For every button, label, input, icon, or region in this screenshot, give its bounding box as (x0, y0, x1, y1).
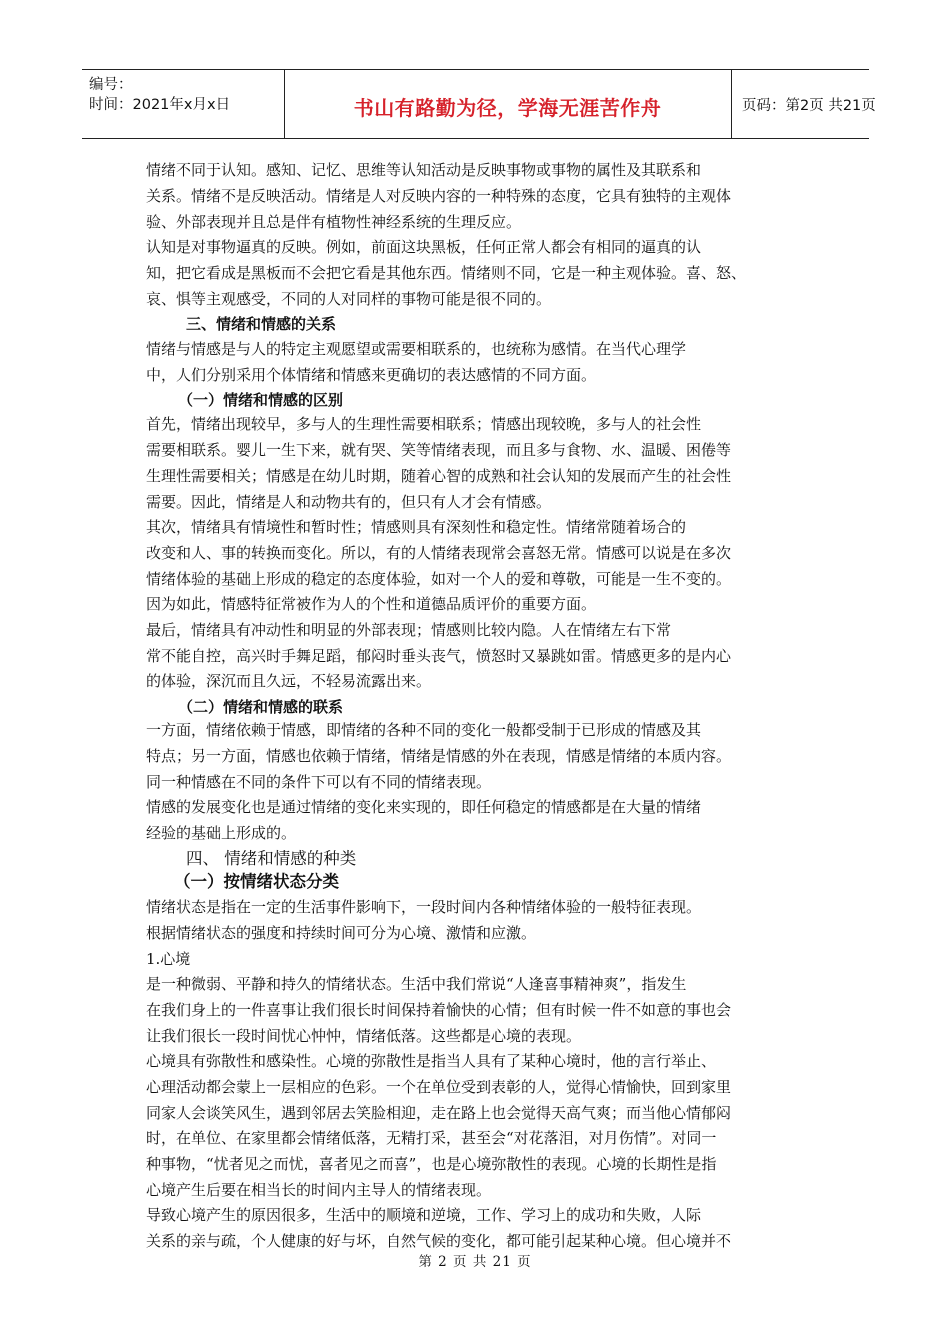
paragraph-line: 关系。情绪不是反映活动。情绪是人对反映内容的一种特殊的态度，它具有独特的主观体 (146, 187, 732, 205)
paragraph-line: 常不能自控，高兴时手舞足蹈，郁闷时垂头丧气，愤怒时又暴跳如雷。情感更多的是内心 (146, 647, 732, 665)
document-number: 编号： (89, 77, 133, 93)
paragraph-line: 同家人会谈笑风生，遇到邻居去笑脸相迎，走在路上也会觉得天高气爽；而当他心情郁闷 (146, 1104, 732, 1122)
header-page-cell (732, 70, 876, 138)
paragraph-line: 认知是对事物逼真的反映。例如，前面这块黑板，任何正常人都会有相同的逼真的认 (146, 238, 702, 256)
paragraph-line: 心境产生后要在相当长的时间内主导人的情绪表现。 (146, 1181, 492, 1199)
paragraph-line: 情绪与情感是与人的特定主观愿望或需要相联系的，也统称为感情。在当代心理学 (146, 340, 687, 358)
page-header (82, 69, 876, 139)
paragraph-line: 需要相联系。婴儿一生下来，就有哭、笑等情绪表现，而且多与食物、水、温暖、困倦等 (146, 441, 732, 459)
paragraph-line: 根据情绪状态的强度和持续时间可分为心境、激情和应激。 (146, 924, 537, 942)
header-motto-cell (284, 70, 732, 138)
paragraph-line: 知，把它看成是黑板而不会把它看是其他东西。情绪则不同，它是一种主观体验。喜、怒、 (146, 264, 747, 282)
paragraph-line: 中，人们分别采用个体情绪和情感来更确切的表达感情的不同方面。 (146, 366, 597, 384)
paragraph-line: 生理性需要相关；情感是在幼儿时期，随着心智的成熟和社会认知的发展而产生的社会性 (146, 467, 732, 485)
section-heading: 四、 情绪和情感的种类 (186, 849, 357, 868)
paragraph-line: 关系的亲与疏，个人健康的好与坏，自然气候的变化，都可能引起某种心境。但心境并不 (146, 1232, 732, 1250)
paragraph-line: 在我们身上的一件喜事让我们很长时间保持着愉快的心情；但有时候一件不如意的事也会 (146, 1001, 732, 1019)
paragraph-line: 种事物，“忧者见之而忧，喜者见之而喜”，也是心境弥散性的表现。心境的长期性是指 (146, 1155, 717, 1173)
page-indicator: 页码：第2页 共21页 (742, 98, 876, 114)
paragraph-line: 的体验，深沉而且久远，不轻易流露出来。 (146, 672, 432, 690)
document-date: 时间：2021年x月x日 (89, 97, 231, 113)
paragraph-line: 心境具有弥散性和感染性。心境的弥散性是指当人具有了某种心境时，他的言行举止、 (146, 1052, 717, 1070)
paragraph-line: 同一种情感在不同的条件下可以有不同的情绪表现。 (146, 773, 492, 791)
paragraph-line: 导致心境产生的原因很多，生活中的顺境和逆境，工作、学习上的成功和失败，人际 (146, 1206, 702, 1224)
paragraph-line: 让我们很长一段时间忧心忡忡，情绪低落。这些都是心境的表现。 (146, 1027, 582, 1045)
paragraph-line: 最后，情绪具有冲动性和明显的外部表现；情感则比较内隐。人在情绪左右下常 (146, 621, 672, 639)
paragraph-line: 时，在单位、在家里都会情绪低落，无精打采，甚至会“对花落泪，对月伤情”。对同一 (146, 1129, 717, 1147)
paragraph-line: 经验的基础上形成的。 (146, 824, 297, 842)
paragraph-line: 是一种微弱、平静和持久的情绪状态。生活中我们常说“人逢喜事精神爽”，指发生 (146, 975, 687, 993)
list-item-label: 1.心境 (146, 950, 191, 968)
page-footer: 第 2 页 共 21 页 (418, 1254, 532, 1270)
paragraph-line: 一方面，情绪依赖于情感，即情绪的各种不同的变化一般都受制于已形成的情感及其 (146, 721, 702, 739)
paragraph-line: 情绪体验的基础上形成的稳定的态度体验，如对一个人的爱和尊敬，可能是一生不变的。 (146, 570, 732, 588)
header-meta-cell (82, 70, 285, 138)
paragraph-line: 情绪不同于认知。感知、记忆、思维等认知活动是反映事物或事物的属性及其联系和 (146, 161, 702, 179)
subsection-heading: （二）情绪和情感的联系 (178, 698, 344, 716)
paragraph-line: 特点；另一方面，情感也依赖于情绪，情绪是情感的外在表现，情感是情绪的本质内容。 (146, 747, 732, 765)
paragraph-line: 情绪状态是指在一定的生活事件影响下，一段时间内各种情绪体验的一般特征表现。 (146, 898, 702, 916)
motto: 书山有路勤为径，学海无涯苦作舟 (353, 96, 662, 120)
paragraph-line: 哀、惧等主观感受，不同的人对同样的事物可能是很不同的。 (146, 290, 552, 308)
paragraph-line: 首先，情绪出现较早，多与人的生理性需要相联系；情感出现较晚，多与人的社会性 (146, 415, 702, 433)
section-heading: 三、情绪和情感的关系 (186, 315, 337, 333)
paragraph-line: 需要。因此，情绪是人和动物共有的，但只有人才会有情感。 (146, 493, 552, 511)
subsection-heading: （一）按情绪状态分类 (174, 872, 339, 891)
subsection-heading: （一）情绪和情感的区别 (178, 391, 344, 409)
paragraph-line: 情感的发展变化也是通过情绪的变化来实现的，即任何稳定的情感都是在大量的情绪 (146, 798, 702, 816)
paragraph-line: 验、外部表现并且总是伴有植物性神经系统的生理反应。 (146, 213, 522, 231)
paragraph-line: 改变和人、事的转换而变化。所以，有的人情绪表现常会喜怒无常。情感可以说是在多次 (146, 544, 732, 562)
paragraph-line: 因为如此，情感特征常被作为人的个性和道德品质评价的重要方面。 (146, 595, 597, 613)
paragraph-line: 心理活动都会蒙上一层相应的色彩。一个在单位受到表彰的人，觉得心情愉快，回到家里 (146, 1078, 732, 1096)
paragraph-line: 其次，情绪具有情境性和暂时性；情感则具有深刻性和稳定性。情绪常随着场合的 (146, 518, 687, 536)
